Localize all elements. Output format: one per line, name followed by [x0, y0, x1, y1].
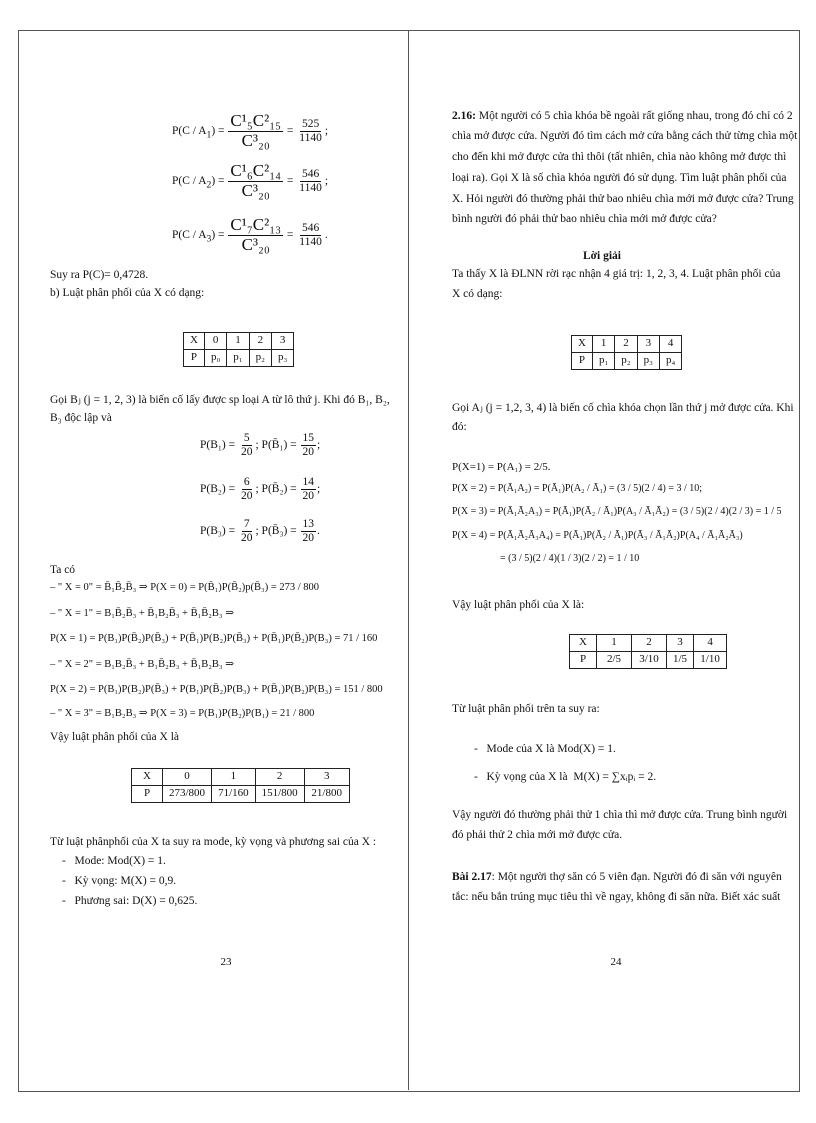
table-row: P p₀ p₁ p₂ p₃ — [184, 349, 294, 366]
table-row: X 0 1 2 3 — [184, 333, 294, 350]
definition-line: Gọi Aⱼ (j = 1,2, 3, 4) là biến cố chìa khóa chọn lần thứ j mở được cửa. Khi — [452, 402, 794, 414]
table-row: P 273/800 71/160 151/800 21/800 — [132, 785, 350, 802]
page-divider — [408, 30, 409, 1090]
problem-217-line: tắc: nếu bắn trúng mục tiêu thì về ngay, không đi săn nữa. Biết xác suất — [452, 891, 781, 903]
equation-line: P(X = 2) = P(B₁)P(B₂)P(B̄₃) + P(B₁)P(B̄₂)P(B₃) + P(B̄₁)P(B₂)P(B₃) = 151 / 800 — [50, 684, 383, 695]
bullet-item: - Mode của X là Mod(X) = 1. — [474, 743, 616, 755]
problem-216-line: X. Hỏi người đó thường phải thử bao nhiêu chìa mới mở được cửa? Trung — [452, 193, 794, 205]
distribution-table-2 — [131, 768, 350, 803]
problem-216-line: 2.16: Một người có 5 chìa khóa bề ngoài rất giống nhau, trong đó chỉ có 2 — [452, 110, 793, 122]
equation-line: P(X = 1) = P(B₁)P(B̄₂)P(B̄₃) + P(B̄₁)P(B₂)P(B̄₃) + P(B̄₁)P(B̄₂)P(B₃) = 71 / 160 — [50, 633, 378, 644]
problem-216-line: chìa mở được cửa. Người đó tìm cách mở cửa bằng cách thử từng chìa một — [452, 130, 798, 142]
prob-b1: P(B₁) = $\frac{5}{20}$ ; P(B̄₁) = $\frac{15}{20}$ ; — [200, 432, 321, 458]
table-row: X 0 1 2 3 — [132, 769, 350, 786]
table-row: P 2/5 3/10 1/5 1/10 — [570, 651, 727, 668]
pc-result: Suy ra P(C)= 0,4728. — [50, 269, 149, 281]
conclusion-line: đó phải thử 2 chìa mới mở được cửa. — [452, 829, 623, 841]
formula-pca2: $P(C / A_2)$ = $\frac{\text{C¹₆C²₁₄}}{\text{C³₂₀}}$ = $\frac{546}{1140}$ ; — [172, 161, 329, 200]
table-row: P p₁ p₂ p₃ p₄ — [572, 352, 682, 369]
problem-216-line: loại ra). Gọi X là số chìa khóa người đó sử dụng. Tìm luật phân phối của — [452, 172, 787, 184]
page-number: 23 — [220, 956, 232, 968]
formula-pca3: $P(C / A_3)$ = $\frac{\text{C¹₇C²₁₃}}{\text{C³₂₀}}$ = $\frac{546}{1140}$ . — [172, 215, 328, 254]
table-row: X 1 2 3 4 — [572, 336, 682, 353]
equation-line: – " X = 2" = B₁B₂B̄₃ + B₁B̄₂B₃ + B̄₁B₂B₃ ⇒ — [50, 659, 234, 670]
equation-line: – " X = 0" = B̄₁B̄₂B̄₃ ⇒ P(X = 0) = P(B̄₁)P(B̄₂)p(B̄₃) = 273 / 800 — [50, 582, 320, 593]
page-number: 24 — [610, 956, 622, 968]
problem-216-line: bình người đó phải thử bao nhiêu chìa mới mở được cửa? — [452, 213, 717, 225]
bullet-item: - Mode: Mod(X) = 1. — [62, 855, 166, 867]
distribution-table-1 — [183, 332, 294, 367]
derivation-intro: Từ luật phân phối trên ta suy ra: — [452, 703, 600, 715]
solution-line: X có dạng: — [452, 288, 503, 300]
solution-line: Ta thấy X là ĐLNN rời rạc nhận 4 giá trị: 1, 2, 3, 4. Luật phân phối của — [452, 268, 781, 280]
distribution-table-3 — [571, 335, 682, 370]
part-b-heading: b) Luật phân phối của X có dạng: — [50, 287, 205, 299]
prob-b2: P(B₂) = $\frac{6}{20}$ ; P(B̄₂) = $\frac{14}{20}$ ; — [200, 476, 321, 502]
prob-b3: P(B₃) = $\frac{7}{20}$ ; P(B̄₃) = $\frac{13}{20}$ . — [200, 518, 320, 544]
problem-216-line: cho đến khi mở được cửa thì thôi (tất nhiên, chìa nào không mở được thì — [452, 151, 787, 163]
conclusion-line: Vậy người đó thường phải thử 1 chìa thì mở được cửa. Trung bình người — [452, 809, 788, 821]
page-frame — [18, 30, 800, 1092]
formula-pca1: $P(C / A_1)$ = $\frac{\text{C¹₅C²₁₅}}{\text{C³₂₀}}$ = $\frac{525}{1140}$ ; — [172, 111, 329, 150]
equation-line: P(X = 4) = P(Ā₁Ā₂Ā₃A₄) = P(Ā₁)P(Ā₂ / Ā₁)P(Ā₃ / Ā₁Ā₂)P(A₄ / Ā₁Ā₂Ā₃) — [452, 530, 743, 541]
bullet-item: - Phương sai: D(X) = 0,625. — [62, 895, 198, 907]
definition-line-2: B₃ độc lập và — [50, 412, 112, 424]
definition-line-1: Gọi Bⱼ (j = 1, 2, 3) là biến cố lấy được sp loại A từ lô thứ j. Khi đó B₁, B₂, — [50, 394, 390, 406]
equation-line: = (3 / 5)(2 / 4)(1 / 3)(2 / 2) = 1 / 10 — [500, 553, 640, 564]
problem-217-line: Bài 2.17: Một người thợ săn có 5 viên đạn. Người đó đi săn với nguyên — [452, 871, 782, 883]
derivation-intro: Từ luật phânphối của X ta suy ra mode, kỳ vọng và phương sai của X : — [50, 836, 377, 848]
equation-line: P(X=1) = P(A₁) = 2/5. — [452, 461, 551, 473]
bullet-item: - Kỳ vọng: M(X) = 0,9. — [62, 875, 177, 887]
equation-line: – " X = 3" = B₁B₂B₃ ⇒ P(X = 3) = P(B₁)P(B₂)P(B₁) = 21 / 800 — [50, 708, 315, 719]
conclusion-line: Vậy luật phân phối của X là: — [452, 599, 585, 611]
table-row: X 1 2 3 4 — [570, 635, 727, 652]
ta-co: Ta có — [50, 564, 76, 576]
equation-line: P(X = 2) = P(Ā₁A₂) = P(Ā₁)P(A₂ / Ā₁) = (3 / 5)(2 / 4) = 3 / 10; — [452, 483, 703, 494]
equation-line: P(X = 3) = P(Ā₁Ā₂A₃) = P(Ā₁)P(Ā₂ / Ā₁)P(A₃ / Ā₁Ā₂) = (3 / 5)(2 / 4)(2 / 3) = 1 / 5 — [452, 506, 782, 517]
definition-line: đó: — [452, 421, 467, 433]
distribution-table-4 — [569, 634, 727, 669]
solution-heading: Lời giải — [583, 250, 621, 262]
bullet-item: - Kỳ vọng của X là M(X) = ∑xᵢpᵢ = 2. — [474, 771, 657, 783]
equation-line: – " X = 1" = B₁B̄₂B̄₃ + B̄₁B₂B̄₃ + B̄₁B̄₂B₃ ⇒ — [50, 608, 234, 619]
conclusion-line: Vậy luật phân phối của X là — [50, 731, 180, 743]
